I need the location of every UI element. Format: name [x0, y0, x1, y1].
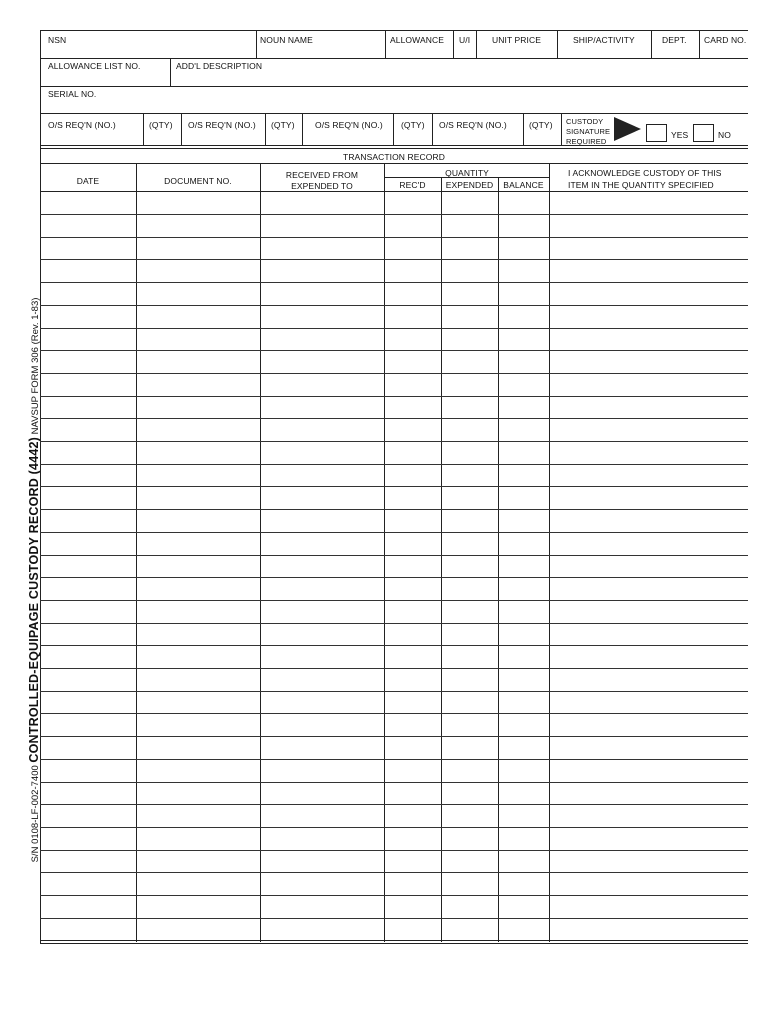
table-row-line [40, 623, 748, 624]
transaction-record-title: TRANSACTION RECORD [343, 152, 445, 162]
table-row-line [40, 872, 748, 873]
table-row-line [40, 350, 748, 351]
table-row-line [40, 918, 748, 919]
document-no-column-header: DOCUMENT NO. [164, 176, 232, 186]
custody-label-line3: REQUIRED [566, 137, 607, 146]
table-row-line [40, 691, 748, 692]
unit-price-field[interactable]: UNIT PRICE [492, 35, 542, 45]
dept-field[interactable]: DEPT. [662, 35, 687, 45]
table-row-line [40, 577, 748, 578]
ui-field[interactable]: U/I [459, 35, 471, 45]
table-row-line [40, 259, 748, 260]
acknowledge-line2: ITEM IN THE QUANTITY SPECIFIED [568, 180, 714, 190]
side-label-prefix: S/N 0108-LF-002-7400 [30, 765, 41, 863]
received-from-header: RECEIVED FROM [285, 170, 359, 180]
table-row-line [40, 328, 748, 329]
table-row-line [40, 895, 748, 896]
table-row-line [40, 713, 748, 714]
allowance-field[interactable]: ALLOWANCE [390, 35, 444, 45]
table-row-line [40, 464, 748, 465]
ship-activity-field[interactable]: SHIP/ACTIVITY [573, 35, 635, 45]
nsn-field[interactable]: NSN [48, 35, 67, 45]
bottom-rule-1 [40, 940, 748, 941]
expended-to-header: EXPENDED TO [291, 181, 353, 191]
table-row-line [40, 486, 748, 487]
table-row-line [40, 282, 748, 283]
addl-description-field[interactable]: ADD'L DESCRIPTION [176, 61, 263, 71]
table-row-line [40, 509, 748, 510]
table-row-line [40, 532, 748, 533]
date-column-divider [136, 163, 137, 942]
table-row-line [40, 668, 748, 669]
table-row-line [40, 804, 748, 805]
table-row-line [40, 214, 748, 215]
table-row-line [40, 418, 748, 419]
side-label-title: CONTROLLED-EQUIPAGE CUSTODY RECORD (4442) [27, 436, 41, 763]
custody-label-line2: SIGNATURE [566, 127, 611, 136]
table-row-line [40, 736, 748, 737]
table-row-line [40, 237, 748, 238]
quantity-header: QUANTITY [445, 168, 489, 178]
received-column-divider [384, 163, 385, 942]
os-reqn-no-1[interactable]: O/S REQ'N (NO.) [48, 120, 116, 130]
os-reqn-no-2[interactable]: O/S REQ'N (NO.) [188, 120, 256, 130]
os-reqn-qty-3[interactable]: (QTY) [401, 120, 425, 130]
expended-column-header: EXPENDED [445, 180, 494, 190]
top-border [40, 30, 748, 31]
no-checkbox[interactable] [693, 124, 714, 142]
yes-label: YES [671, 130, 689, 140]
serial-no-field[interactable]: SERIAL NO. [48, 89, 97, 99]
recd-column-header: REC'D [399, 180, 426, 190]
left-frame-line [40, 30, 41, 944]
balance-column-header: BALANCE [503, 180, 544, 190]
os-reqn-no-4[interactable]: O/S REQ'N (NO.) [439, 120, 507, 130]
arrow-right-icon [614, 117, 641, 141]
table-row-line [40, 782, 748, 783]
yes-checkbox[interactable] [646, 124, 667, 142]
table-row-line [40, 441, 748, 442]
bottom-rule-2 [40, 943, 748, 944]
date-column-header: DATE [76, 176, 100, 186]
allowance-list-no-field[interactable]: ALLOWANCE LIST NO. [48, 61, 141, 71]
table-row-line [40, 645, 748, 646]
table-row-line [40, 759, 748, 760]
os-reqn-no-3[interactable]: O/S REQ'N (NO.) [315, 120, 383, 130]
table-row-line [40, 373, 748, 374]
table-row-line [40, 850, 748, 851]
card-no-field[interactable]: CARD NO. [704, 35, 747, 45]
table-row-line [40, 555, 748, 556]
table-row-line [40, 827, 748, 828]
document-column-divider [260, 163, 261, 942]
os-reqn-qty-2[interactable]: (QTY) [271, 120, 295, 130]
table-row-line [40, 396, 748, 397]
noun-name-field[interactable]: NOUN NAME [260, 35, 313, 45]
os-reqn-qty-1[interactable]: (QTY) [149, 120, 173, 130]
acknowledge-line1: I ACKNOWLEDGE CUSTODY OF THIS [568, 168, 722, 178]
no-label: NO [718, 130, 731, 140]
table-row-line [40, 305, 748, 306]
side-form-label [24, 170, 44, 990]
os-reqn-qty-4[interactable]: (QTY) [529, 120, 553, 130]
balance-column-divider [549, 163, 550, 942]
table-row-line [40, 600, 748, 601]
side-label-suffix: NAVSUP FORM 306 (Rev. 1-83) [30, 297, 41, 435]
custody-label-line1: CUSTODY [566, 117, 604, 126]
